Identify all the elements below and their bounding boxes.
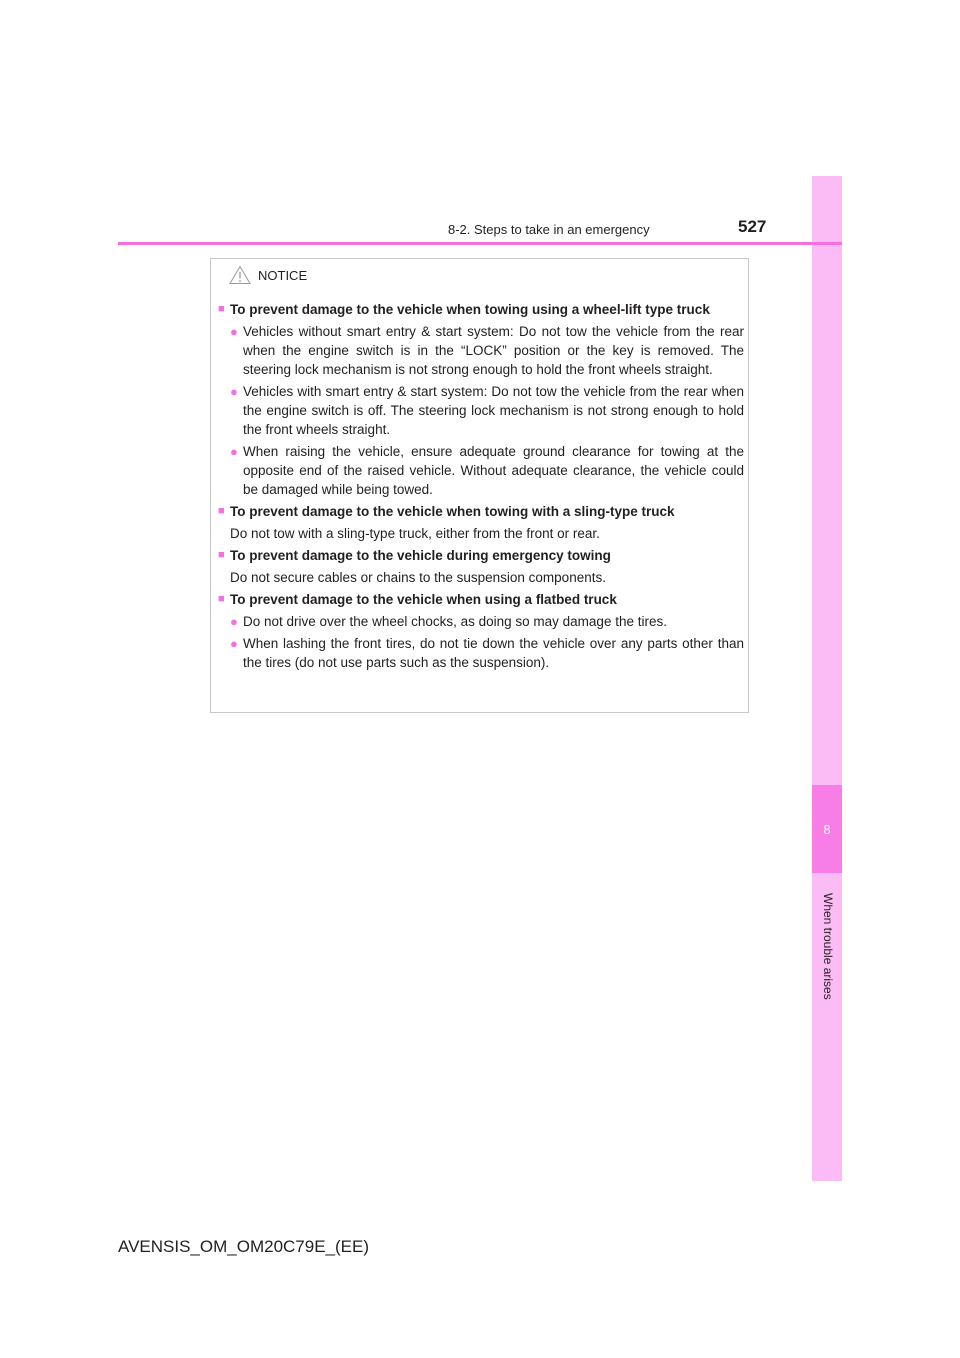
item-text: Vehicles without smart entry & start system: Do not tow the vehicle from the rear when the engine switch is in the “LOCK” position or the key is removed. The steering lock mechanism is not strong enough to hold the front wheels straight. bbox=[243, 324, 744, 377]
item-text: Vehicles with smart entry & start system: Do not tow the vehicle from the rear when the engine switch is off. The steering lock mechanism is not strong enough to hold the front wheels straight. bbox=[243, 384, 744, 437]
notice-header bbox=[229, 264, 307, 286]
heading-text: To prevent damage to the vehicle when using a flatbed truck bbox=[230, 592, 617, 607]
item-text: Do not drive over the wheel chocks, as doing so may damage the tires. bbox=[243, 614, 667, 629]
document-id: AVENSIS_OM_OM20C79E_(EE) bbox=[118, 1237, 369, 1256]
heading-text: To prevent damage to the vehicle when towing with a sling-type truck bbox=[230, 504, 675, 519]
circle-bullet-icon: ● bbox=[230, 384, 238, 399]
header-rule bbox=[118, 242, 842, 245]
notice-content bbox=[218, 300, 744, 675]
notice-heading-1 bbox=[218, 300, 744, 319]
notice-heading-4 bbox=[218, 590, 744, 609]
notice-item-1b bbox=[230, 382, 744, 439]
notice-text-2: Do not tow with a sling-type truck, either from the front or rear. bbox=[230, 526, 600, 541]
chapter-title: When trouble arises bbox=[821, 893, 835, 1000]
notice-heading-2 bbox=[218, 502, 744, 521]
notice-label: NOTICE bbox=[258, 267, 308, 283]
circle-bullet-icon: ● bbox=[230, 636, 238, 651]
chapter-number: 8 bbox=[823, 821, 831, 837]
square-bullet-icon: ■ bbox=[218, 505, 225, 517]
chapter-side-tab bbox=[812, 176, 842, 1181]
chapter-number-tab[interactable] bbox=[812, 785, 842, 873]
item-text: When lashing the front tires, do not tie down the vehicle over any parts other than the tires (do not use parts such as the suspension). bbox=[243, 636, 744, 670]
heading-text: To prevent damage to the vehicle during emergency towing bbox=[230, 548, 611, 563]
warning-triangle-icon bbox=[229, 265, 251, 285]
notice-item-4a bbox=[230, 612, 744, 631]
item-text: When raising the vehicle, ensure adequate ground clearance for towing at the opposite end of the raised vehicle. Without adequate clearance, the vehicle could be damaged while being towed. bbox=[243, 444, 744, 497]
circle-bullet-icon: ● bbox=[230, 444, 238, 459]
notice-item-1a bbox=[230, 322, 744, 379]
circle-bullet-icon: ● bbox=[230, 324, 238, 339]
heading-text: To prevent damage to the vehicle when towing using a wheel-lift type truck bbox=[230, 302, 710, 317]
notice-item-1c bbox=[230, 442, 744, 499]
square-bullet-icon: ■ bbox=[218, 303, 225, 315]
notice-item-4b bbox=[230, 634, 744, 672]
notice-text-3: Do not secure cables or chains to the suspension components. bbox=[230, 570, 606, 585]
notice-box bbox=[210, 258, 749, 713]
square-bullet-icon: ■ bbox=[218, 549, 225, 561]
notice-heading-3 bbox=[218, 546, 744, 565]
section-title: 8-2. Steps to take in an emergency bbox=[448, 222, 650, 237]
page-number: 527 bbox=[738, 217, 767, 236]
square-bullet-icon: ■ bbox=[218, 593, 225, 605]
circle-bullet-icon: ● bbox=[230, 614, 238, 629]
